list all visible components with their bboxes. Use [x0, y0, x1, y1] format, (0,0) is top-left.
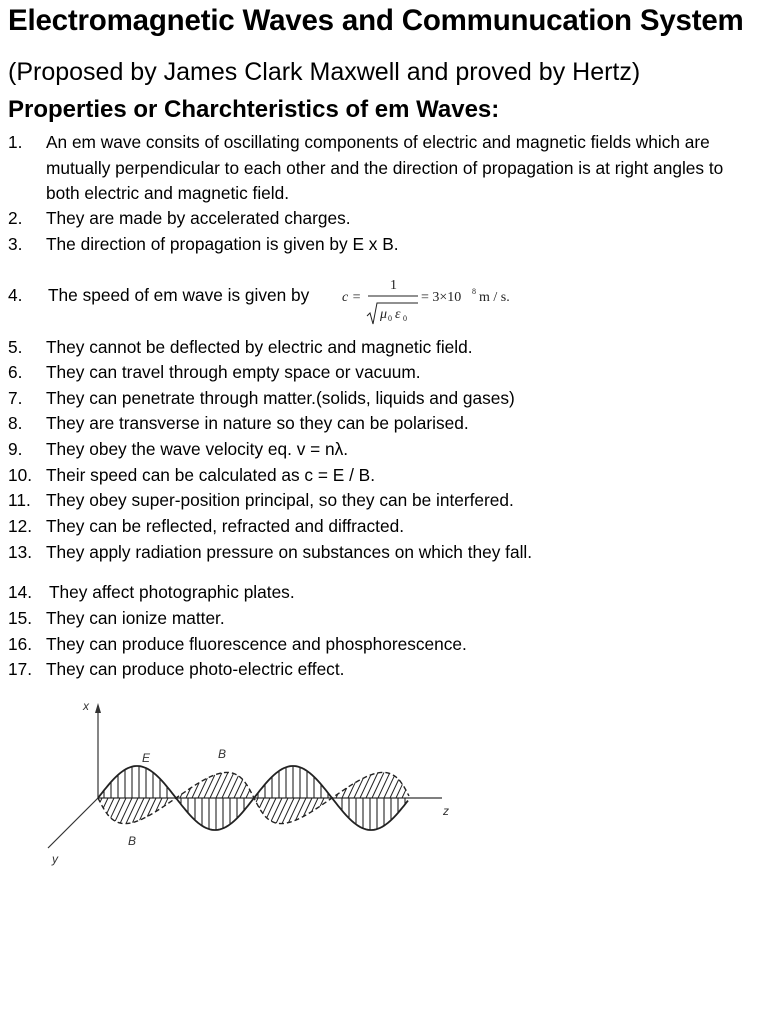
b-field-vector — [222, 773, 234, 798]
item-number: 11. — [8, 490, 31, 510]
item-text: They are transverse in nature so they can be polarised. — [46, 413, 469, 433]
x-axis-arrow — [95, 703, 101, 713]
b-field-vector — [246, 790, 250, 798]
item-number: 8. — [8, 413, 23, 433]
b-field-vector — [140, 798, 150, 820]
formula-mu-sub: 0 — [388, 314, 392, 323]
formula-unit: m / s. — [479, 290, 510, 305]
item-number: 13. — [8, 542, 33, 562]
z-axis-label: z — [443, 804, 449, 818]
e-field-label: E — [142, 751, 151, 765]
formula-rhs: = 3×10 — [421, 290, 462, 305]
formula-eps-sub: 0 — [403, 314, 407, 323]
b-field-vector — [256, 798, 258, 802]
item-text: They obey the wave velocity eq. v = nλ. — [46, 439, 349, 459]
b-field-vector — [120, 798, 132, 823]
item-number: 2. — [8, 208, 23, 228]
b-field-vector — [216, 772, 228, 798]
item-number: 7. — [8, 388, 23, 408]
b-field-vector — [372, 772, 384, 798]
b-field-vector — [402, 790, 406, 798]
b-field-vector — [107, 798, 114, 813]
item-number: 15. — [8, 608, 33, 628]
b-field-vector — [263, 798, 270, 813]
item-text: They can produce fluorescence and phosphorescence. — [46, 634, 467, 654]
b-field-vector — [228, 776, 238, 798]
b-field-vector — [366, 773, 378, 798]
page-title: Electromagnetic Waves and Communucation System — [8, 4, 744, 37]
item-number: 14. — [8, 582, 33, 602]
b-field-vector — [259, 798, 264, 808]
b-field-vector — [103, 798, 108, 808]
x-axis-label: x — [83, 699, 89, 713]
formula-numerator: 1 — [390, 278, 397, 293]
b-field-vector — [282, 798, 294, 824]
item-text: They apply radiation pressure on substances on which they fall. — [46, 542, 533, 562]
item-text: They can penetrate through matter.(solids, liquids and gases) — [46, 388, 515, 408]
item-text: They cannot be deflected by electric and magnetic field. — [46, 337, 473, 357]
item-text: The speed of em wave is given by — [48, 285, 310, 305]
b-field-vector — [396, 784, 402, 798]
item-text: They can ionize matter. — [46, 608, 225, 628]
item-number: 1. — [8, 132, 23, 152]
b-field-vector — [384, 776, 394, 798]
item-number: 5. — [8, 337, 23, 357]
b-field-label-top: B — [218, 747, 227, 761]
b-field-vector — [240, 784, 246, 798]
b-field-vector — [320, 798, 324, 806]
section-heading: Properties or Charchteristics of em Waves: — [8, 96, 500, 123]
formula-eps: ε — [395, 307, 401, 322]
b-field-vector — [378, 773, 390, 798]
item-number: 3. — [8, 234, 23, 254]
item-number: 17. — [8, 659, 33, 679]
y-axis-label: y — [52, 852, 58, 866]
item-text: They can produce photo-electric effect. — [46, 659, 345, 679]
b-field-vector — [115, 798, 126, 821]
em-wave-diagram — [40, 695, 470, 870]
b-field-label-bottom: B — [128, 834, 137, 848]
formula-lhs: c = — [342, 290, 362, 305]
formula-mu: μ — [380, 307, 388, 322]
y-axis — [48, 798, 98, 848]
item-text: Their speed can be calculated as c = E / B. — [46, 465, 376, 485]
item-text: An em wave consits of oscillating components of electric and magnetic fields which are mutually perpendicular to each other and the direction of propagation is at right angles to both electric and magnetic field. — [46, 132, 724, 203]
sqrt-sign — [367, 303, 418, 324]
formula-exponent: 8 — [472, 287, 476, 296]
b-field-vector — [296, 798, 306, 820]
item-number: 9. — [8, 439, 23, 459]
b-field-vector — [312, 798, 318, 812]
speed-formula — [342, 272, 542, 328]
item-text: They affect photographic plates. — [49, 582, 295, 602]
item-text: They are made by accelerated charges. — [46, 208, 351, 228]
b-field-vector — [271, 798, 282, 821]
item-number: 6. — [8, 362, 23, 382]
item-text: They obey super-position principal, so they can be interfered. — [46, 490, 514, 510]
b-field-vector — [126, 798, 138, 824]
item-number: 10. — [8, 465, 33, 485]
b-field-vector — [360, 775, 371, 798]
item-text: The direction of propagation is given by E x B. — [46, 234, 399, 254]
item-text: They can be reflected, refracted and diffracted. — [46, 516, 404, 536]
item-number: 4. — [8, 285, 23, 305]
subtitle: (Proposed by James Clark Maxwell and proved by Hertz) — [8, 58, 641, 86]
item-number: 16. — [8, 634, 33, 654]
b-field-vector — [276, 798, 288, 823]
b-field-vector — [180, 794, 182, 798]
item-number: 12. — [8, 516, 33, 536]
item-text: They can travel through empty space or vacuum. — [46, 362, 421, 382]
